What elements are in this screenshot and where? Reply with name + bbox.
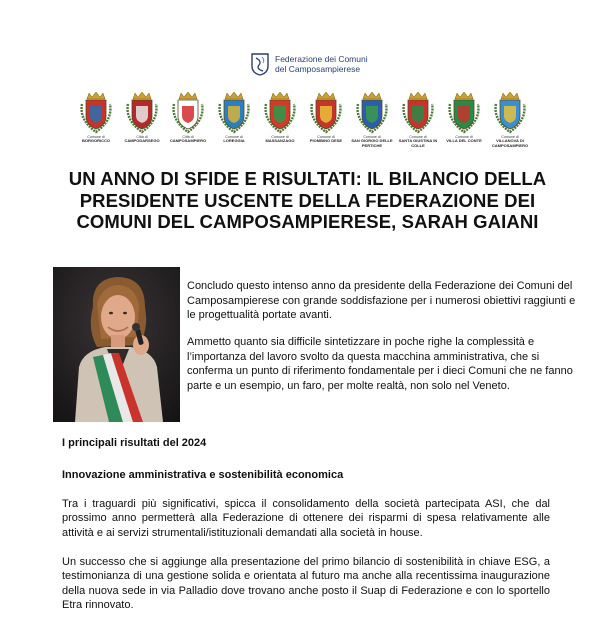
- crest-9: [440, 90, 488, 144]
- crest-5: [256, 90, 304, 144]
- crest-caption: Città di: [136, 135, 148, 139]
- crest-municipality-name: PIOMBINO DESE: [309, 138, 343, 144]
- crest-shield-icon: [398, 90, 438, 134]
- crest-caption: Comune di: [271, 135, 289, 139]
- crest-municipality-name: CAMPODARSEGO: [124, 138, 160, 144]
- crest-caption: Città di: [182, 135, 194, 139]
- crest-municipality-name: BORGORICCO: [82, 138, 110, 144]
- crest-municipality-name: MASSANZAGO: [265, 138, 295, 144]
- speaker-photo: [53, 267, 180, 422]
- intro-paragraph-1: Concludo questo intenso anno da presidente della Federazione dei Comuni del Camposampierese con grande soddisfazione per i numerosi obiettivi raggiunti e le progettualità portate avanti.: [187, 280, 576, 321]
- intro-paragraph-2: Ammetto quanto sia difficile sintetizzare in poche righe la complessità e l’importanza del lavoro svolto da questa macchina amministrativa, che si conferma un punto di riferimento fondamentale per i dieci Comuni che ne fanno parte e un esempio, un faro, per molte realtà, non solo nel Veneto.: [187, 336, 573, 392]
- crest-municipality-name: VILLANOVA DI CAMPOSAMPIERO: [491, 138, 529, 148]
- crest-caption: Comune di: [409, 135, 427, 139]
- crest-shield-icon: [214, 90, 254, 134]
- crest-municipality-name: VILLA DEL CONTE: [446, 138, 482, 144]
- crest-2: [118, 90, 166, 144]
- crest-1: [72, 90, 120, 144]
- crest-4: [210, 90, 258, 144]
- crest-3: [164, 90, 212, 144]
- federation-logo: [250, 52, 368, 76]
- crest-caption: Comune di: [317, 135, 335, 139]
- crest-shield-icon: [76, 90, 116, 134]
- crest-caption: Comune di: [501, 135, 519, 139]
- crest-shield-icon: [444, 90, 484, 134]
- federation-name-line2: del Camposampierese: [275, 64, 361, 74]
- crest-shield-icon: [168, 90, 208, 134]
- crest-caption: Comune di: [363, 135, 381, 139]
- crest-shield-icon: [122, 90, 162, 134]
- federation-name-line1: Federazione dei Comuni: [275, 54, 368, 64]
- crest-shield-icon: [352, 90, 392, 134]
- crest-7: [348, 90, 396, 148]
- crest-shield-icon: [490, 90, 530, 134]
- subsection-heading: Innovazione amministrativa e sostenibilità economica: [62, 469, 344, 481]
- speaker-photo-image: [53, 267, 180, 422]
- federation-emblem-icon: [250, 52, 270, 76]
- crest-10: [486, 90, 534, 148]
- crest-6: [302, 90, 350, 144]
- section-heading: I principali risultati del 2024: [62, 437, 207, 449]
- crest-caption: Comune di: [225, 135, 243, 139]
- crest-municipality-name: SAN GIORGIO DELLE PERTICHE: [351, 138, 393, 148]
- crest-municipality-name: SANTA GIUSTINA IN COLLE: [398, 138, 438, 148]
- crest-caption: Comune di: [455, 135, 473, 139]
- body-paragraph-1: Tra i traguardi più significativi, spicca il consolidamento della società partecipata ASI, che dal prossimo anno permetterà alla Federazione di ottenere dei risparmi di spesa relativamente alle attività e ai servizi strumentali/istituzionali demandati alla società in house.: [62, 498, 550, 539]
- federation-name: [275, 54, 368, 74]
- body-paragraph-2: Un successo che si aggiunge alla presentazione del primo bilancio di sostenibilità in chiave ESG, a testimonianza di una gestione solida e orientata al futuro ma anche alla recentissima inaugurazione della nuova sede in via Palladio dove trovano anche posto il Suap di Federazione e con lo sportello Etra rinnovato.: [62, 556, 550, 611]
- crest-caption: Comune di: [87, 135, 105, 139]
- crest-8: [394, 90, 442, 148]
- article-title: UN ANNO DI SFIDE E RISULTATI: IL BILANCIO DELLA PRESIDENTE USCENTE DELLA FEDERAZIONE DEI COMUNI DEL CAMPOSAMPIERESE, SARAH GAIANI: [68, 168, 547, 232]
- crest-shield-icon: [306, 90, 346, 134]
- municipality-crests-row: [72, 90, 542, 160]
- crest-municipality-name: LOREGGIA: [223, 138, 245, 144]
- crest-shield-icon: [260, 90, 300, 134]
- crest-municipality-name: CAMPOSAMPIERO: [169, 138, 207, 144]
